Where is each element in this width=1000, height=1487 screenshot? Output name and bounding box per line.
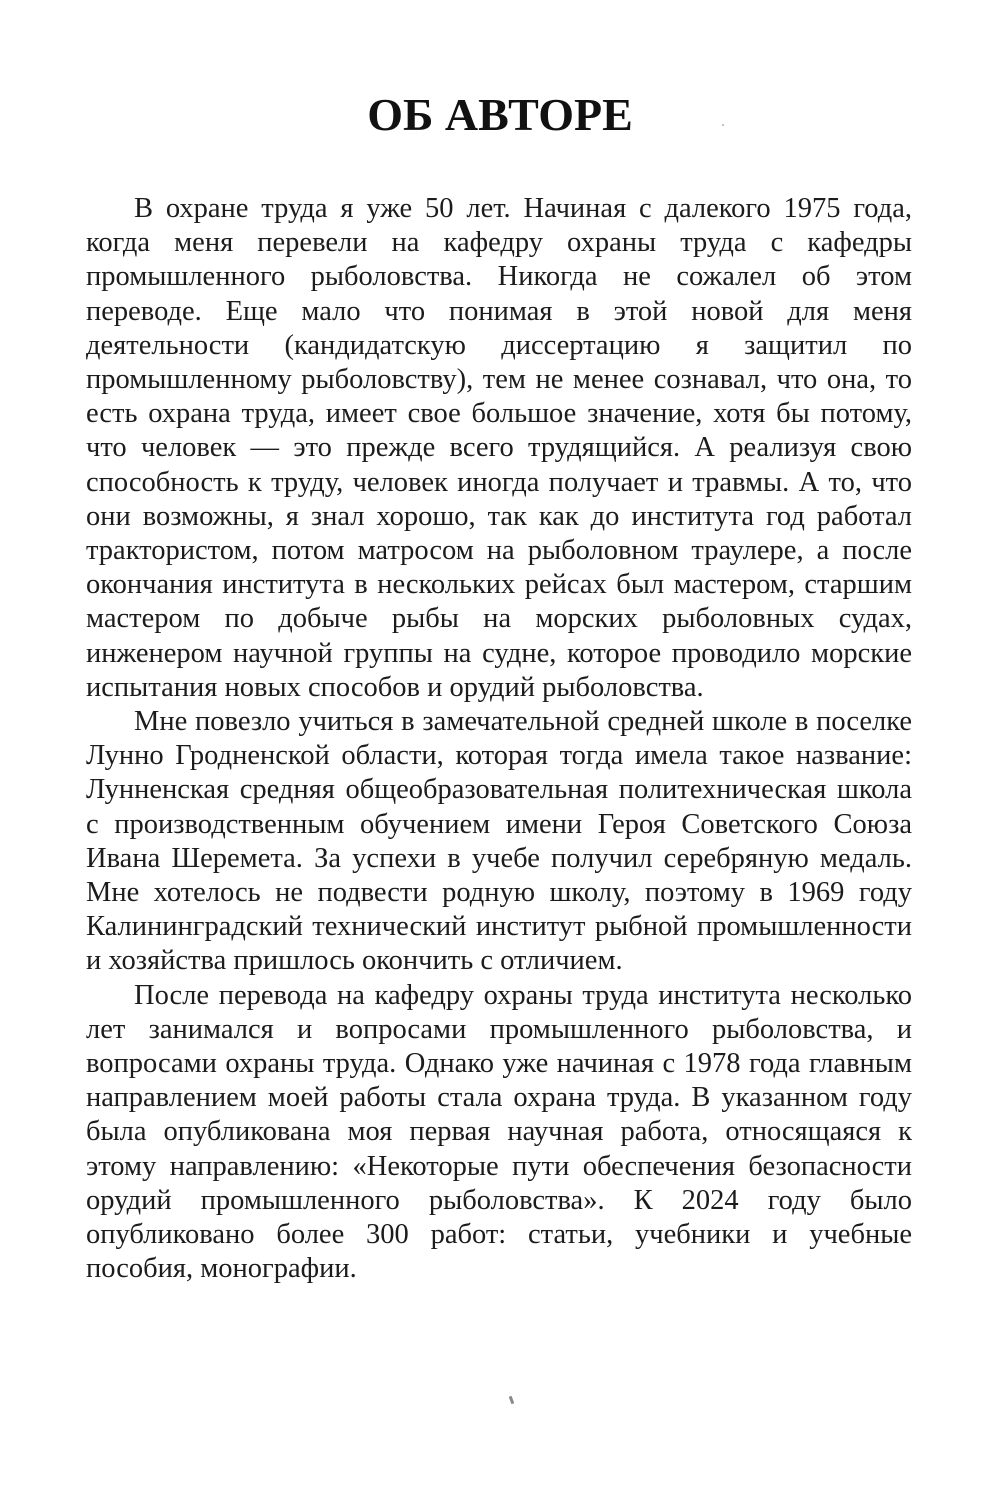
- body-text: [86, 192, 912, 1287]
- paragraph-3: После перевода на кафедру охраны труда института несколько лет занимался и вопросами промышленного рыболовства, и вопросами охраны труда. Однако уже начиная с 1978 года главным направлением моей работы стала охрана труда. В указанном году была опубликована моя первая научная работа, относящаяся к этому направлению: «Некоторые пути обеспечения безопасности орудий промышленного рыболовства». К 2024 году было опубликовано более 300 работ: статьи, учебники и учебные пособия, монографии.: [86, 979, 912, 1285]
- paragraph-1: В охране труда я уже 50 лет. Начиная с далекого 1975 года, когда меня перевели на кафедру охраны труда с кафедры промышленного рыболовства. Никогда не сожалел об этом переводе. Еще мало что понимая в этой новой для меня деятельности (кандидатскую диссертацию я защитил по промышленному рыболовству), тем не менее сознавал, что она, то есть охрана труда, имеет свое большое значение, хотя бы потому, что человек — это прежде всего трудящийся. А реализуя свою способность к труду, человек иногда получает и травмы. А то, что они возможны, я знал хорошо, так как до института год работал трактористом, потом матросом на рыболовном траулере, а после окончания института в нескольких рейсах был мастером, старшим мастером по добыче рыбы на морских рыболовных судах, инженером научной группы на судне, которое проводило морские испытания новых способов и орудий рыболовства.: [86, 193, 912, 703]
- paragraph-2: Мне повезло учиться в замечательной средней школе в поселке Лунно Гродненской области, которая тогда имела такое название: Лунненская средняя общеобразовательная политехническая школа с производственным обучением имени Героя Советского Союза Ивана Шеремета. За успехи в учебе получил серебряную медаль. Мне хотелось не подвести родную школу, поэтому в 1969 году Калининградский технический институт рыбной промышленности и хозяйства пришлось окончить с отличием.: [86, 706, 912, 977]
- scan-speck: [509, 1396, 515, 1405]
- page-title: ОБ АВТОРЕ: [367, 89, 633, 140]
- scan-dot: [722, 124, 724, 126]
